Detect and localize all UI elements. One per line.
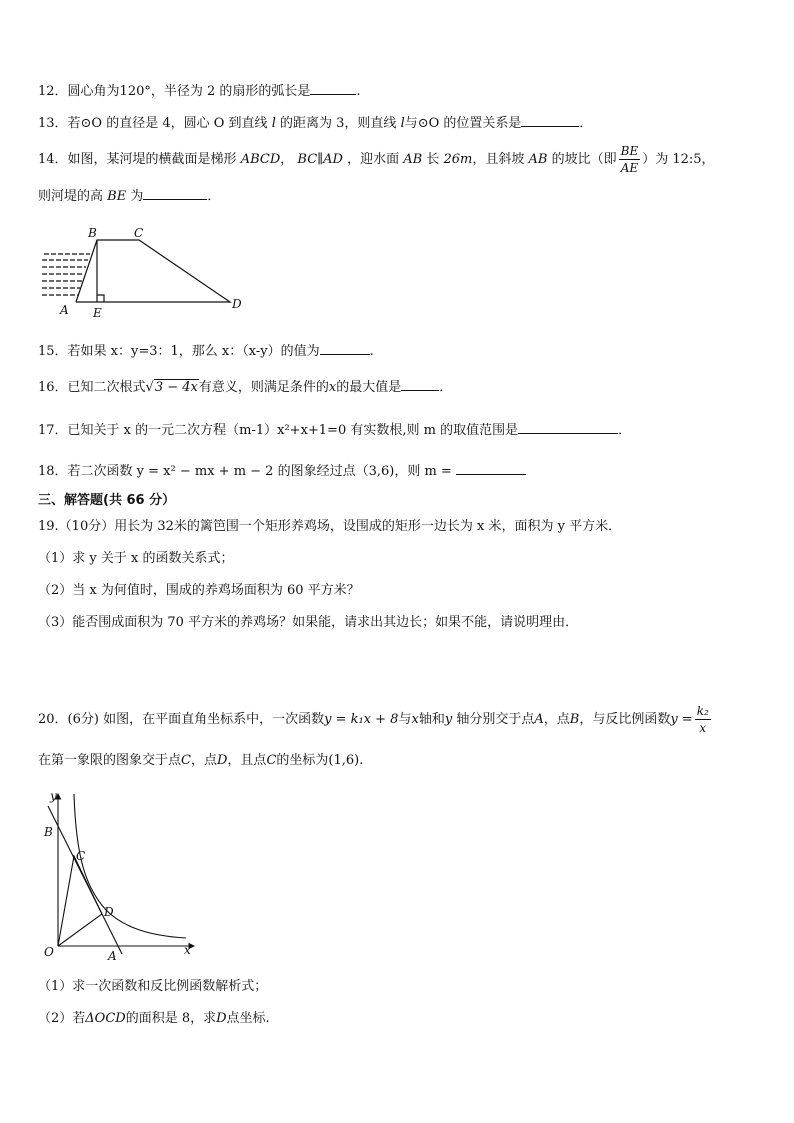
answer-blank bbox=[143, 187, 207, 200]
point-label-B: B bbox=[88, 226, 97, 240]
question-14: 14．如图，某河堤的横截面是梯形 ABCD， BC∥AD ，迎水面 AB 长 26m，且斜坡 AB 的坡比（即 $\frac{BE}{AE}$ ）为 12:5， bbox=[38, 144, 715, 175]
axis-label-x: x bbox=[184, 943, 191, 957]
question-16: 16．已知二次根式√3 − 4x有意义，则满足条件的x的最大值是 ． bbox=[38, 380, 453, 395]
slope-ratio-fraction: $\frac{BE}{AE}$ bbox=[620, 144, 639, 175]
point-label-C: C bbox=[134, 226, 144, 240]
point-label-D: D bbox=[232, 297, 242, 311]
question-14-line2: 则河堤的高 BE 为 ． bbox=[38, 189, 221, 204]
axis-label-y: y bbox=[50, 789, 57, 803]
coordinate-graph bbox=[36, 788, 206, 964]
point-label-E: E bbox=[93, 306, 102, 320]
inverse-function-fraction: $\frac{\text{k₂}}{x}$ bbox=[696, 704, 709, 735]
answer-blank bbox=[401, 378, 439, 391]
point-label-B: B bbox=[44, 825, 53, 839]
answer-blank bbox=[521, 114, 579, 127]
question-19-part3: （3）能否围成面积为 70 平方米的养鸡场？如果能，请求出其边长；如果不能，请说明理由． bbox=[38, 615, 579, 630]
answer-blank bbox=[456, 462, 526, 475]
question-20-part1: （1）求一次函数和反比例函数解析式； bbox=[38, 979, 268, 994]
answer-blank bbox=[518, 421, 618, 434]
point-label-A: A bbox=[108, 949, 117, 963]
question-15: 15．若如果 x：y=3：1，那么 x：（x-y）的值为 . bbox=[38, 344, 374, 359]
point-label-C: C bbox=[76, 849, 86, 863]
question-19-part1: （1）求 y 关于 x 的函数关系式； bbox=[38, 551, 234, 566]
trapezoid-figure bbox=[38, 224, 258, 322]
answer-blank bbox=[310, 82, 356, 95]
answer-blank bbox=[320, 342, 370, 355]
section-heading: 三、解答题(共 66 分） bbox=[38, 493, 176, 508]
question-13: 13．若⊙O 的直径是 4，圆心 O 到直线 l 的距离为 3，则直线 l与⊙O 的位置关系是 ． bbox=[38, 116, 593, 131]
question-19-stem: 19.（10分）用长为 32米的篱笆围一个矩形养鸡场，设围成的矩形一边长为 x 米，面积为 y 平方米． bbox=[38, 519, 622, 534]
question-20-part2: （2）若ΔOCD的面积是 8，求D点坐标. bbox=[38, 1011, 270, 1026]
question-20-line2: 在第一象限的图象交于点C，点D，且点C的坐标为(1,6). bbox=[38, 753, 364, 768]
square-root: √3 − 4x bbox=[145, 380, 198, 395]
point-label-D: D bbox=[104, 905, 114, 919]
question-12: 12．圆心角为120°，半径为 2 的扇形的弧长是 . bbox=[38, 84, 361, 99]
question-18: 18．若二次函数 y = x² − mx + m − 2 的图象经过点（3,6)，则 m = bbox=[38, 462, 526, 481]
question-19-part2: （2）当 x 为何值时，围成的养鸡场面积为 60 平方米？ bbox=[38, 583, 360, 598]
question-17: 17．已知关于 x 的一元二次方程（m-1）x²+x+1=0 有实数根,则 m 的取值范围是 ． bbox=[38, 423, 632, 438]
question-20: 20．(6分) 如图，在平面直角坐标系中，一次函数y = k₁x + 8与x轴和y 轴分别交于点A，点B，与反比例函数y = $\frac{\text{k₂}}{x}$ bbox=[38, 704, 709, 735]
point-label-A: A bbox=[60, 303, 69, 317]
point-label-O: O bbox=[44, 945, 54, 959]
